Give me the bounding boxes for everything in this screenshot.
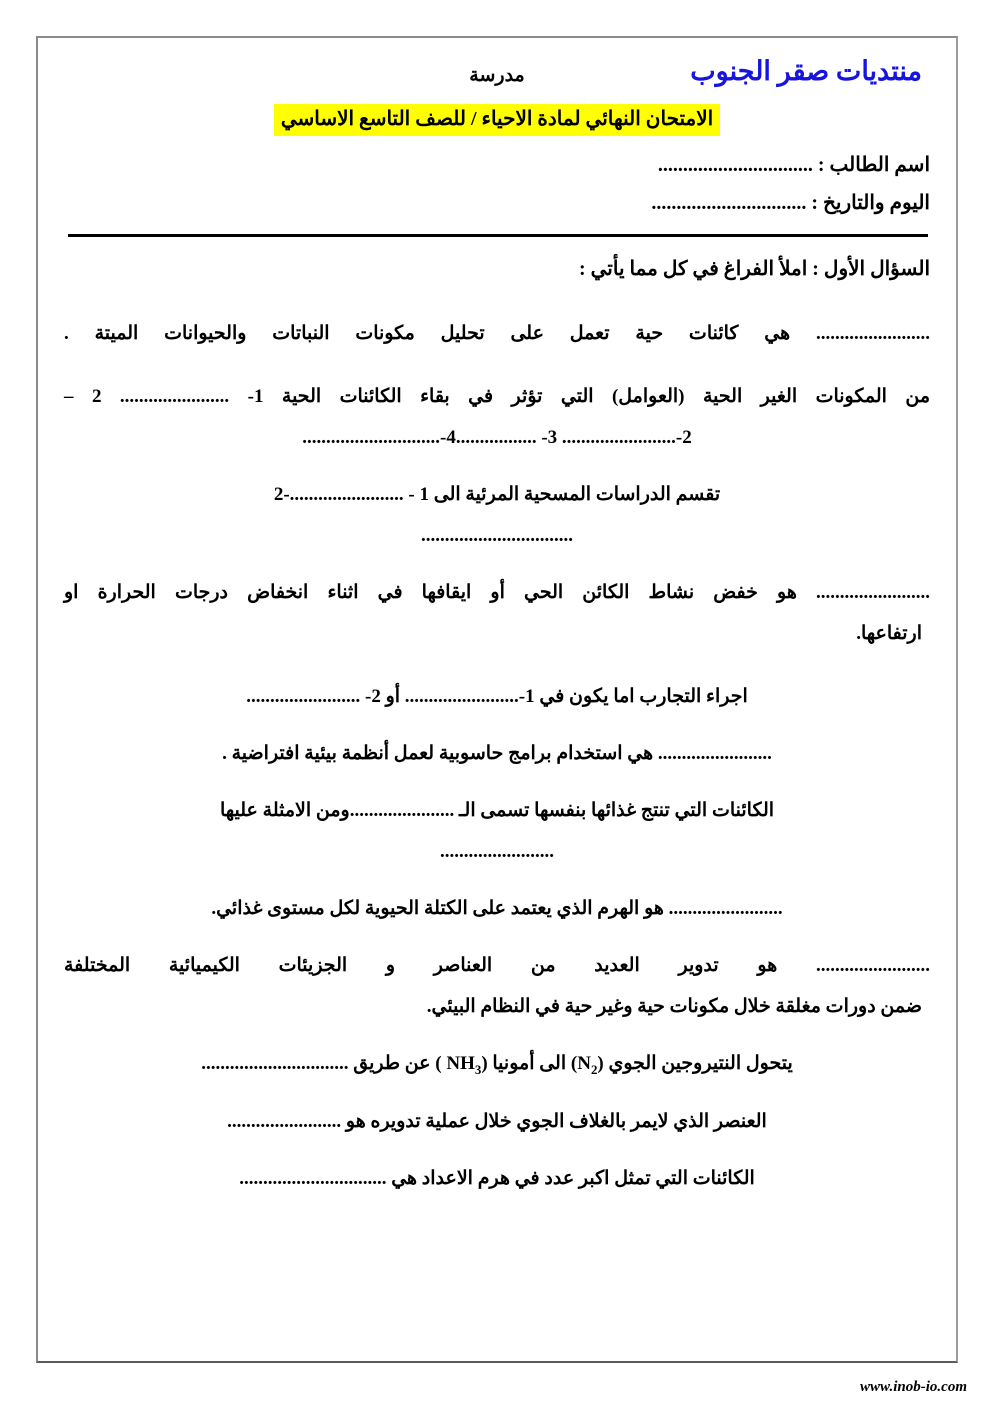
item-experiments	[64, 684, 930, 711]
date-dots[interactable]: ...............................	[651, 192, 807, 214]
school-label: مدرسة	[469, 65, 525, 86]
item-abiotic-factors-sublist	[64, 425, 930, 452]
exam-title-row	[64, 104, 930, 136]
exam-page-frame	[36, 36, 958, 1363]
document-header	[64, 46, 930, 98]
item-survey-studies-continuation-text: ................................	[421, 524, 573, 546]
item-dormancy-text: ........................ هو خفض نشاط الكائن الحي أو ايقافها في اثناء انخفاض درجات الحرارة او	[64, 581, 930, 603]
item-biomass-pyramid	[64, 896, 930, 923]
date-field	[64, 190, 930, 215]
nitrogen-subscript: 2	[590, 1061, 598, 1077]
item-survey-studies	[64, 482, 930, 509]
exam-title: الامتحان النهائي لمادة الاحياء / للصف التاسع الاساسي	[274, 104, 720, 136]
item-producers-numbers-text: الكائنات التي تمثل اكبر عدد في هرم الاعداد هي ...............................	[239, 1167, 755, 1189]
item-dormancy-continuation-text: ارتفاعها.	[856, 622, 922, 644]
item-biogeochemical-cycles	[64, 953, 930, 980]
item-phosphorus-text: العنصر الذي لايمر بالغلاف الجوي خلال عملية تدويره هو ........................	[227, 1110, 767, 1132]
question-one-stem: السؤال الأول : املأ الفراغ في كل مما يأتي :	[578, 258, 930, 280]
item-biomass-pyramid-text: ........................ هو الهرم الذي يعتمد على الكتلة الحيوية لكل مستوى غذائي.	[211, 897, 783, 919]
item-dormancy	[64, 580, 930, 607]
item-nitrogen-fixation-suffix: ) عن طريق ...............................	[201, 1052, 447, 1074]
item-decomposers	[64, 321, 930, 348]
item-nitrogen-fixation-mid: ) الى أمونيا (NH	[446, 1052, 578, 1074]
item-abiotic-factors	[64, 384, 930, 411]
item-nitrogen-fixation-prefix: يتحول النتيروجين الجوي (N	[577, 1052, 793, 1074]
item-simulation-text: ........................ هي استخدام برامج حاسوبية لعمل أنظمة بيئية افتراضية .	[222, 742, 772, 764]
item-abiotic-factors-text: من المكونات الغير الحية (العوامل) التي تؤثر في بقاء الكائنات الحية 1- ....................... 2 –	[64, 385, 930, 407]
item-biogeochemical-cycles-continuation	[64, 994, 930, 1021]
fill-in-blank-items	[64, 321, 930, 1193]
forum-watermark: منتديات صقر الجنوب	[690, 56, 922, 86]
item-autotrophs-text: الكائنات التي تنتج غذائها بنفسها تسمى الـ ......................ومن الامثلة عليها	[219, 799, 775, 821]
item-biogeochemical-cycles-text: ........................ هو تدوير العديد من العناصر و الجزيئات الكيميائية المختلفة	[64, 954, 930, 976]
item-biogeochemical-cycles-continuation-text: ضمن دورات مغلقة خلال مكونات حية وغير حية في النظام البيئي.	[426, 995, 922, 1017]
page-content	[38, 38, 956, 1361]
item-autotrophs	[64, 798, 930, 825]
item-nitrogen-fixation	[64, 1051, 930, 1079]
student-name-dots[interactable]: ...............................	[657, 154, 813, 176]
item-phosphorus	[64, 1109, 930, 1136]
ammonia-subscript: 3	[474, 1061, 482, 1077]
item-experiments-text: اجراء التجارب اما يكون في 1-........................ أو 2- ........................	[246, 685, 748, 707]
student-name-label: اسم الطالب :	[817, 154, 930, 176]
item-decomposers-text: ........................ هي كائنات حية تعمل على تحليل مكونات النباتات والحيوانات الميتة .	[64, 323, 930, 344]
item-autotrophs-continuation	[64, 839, 930, 866]
item-producers-numbers	[64, 1166, 930, 1193]
item-dormancy-continuation	[64, 621, 930, 648]
item-simulation	[64, 741, 930, 768]
site-watermark: www.inob-io.com	[860, 1379, 967, 1395]
student-name-field	[64, 152, 930, 177]
item-abiotic-factors-sublist-text: 2-........................ 3- .................4-.............................	[302, 426, 692, 448]
header-divider	[68, 234, 928, 237]
date-label: اليوم والتاريخ :	[811, 192, 930, 214]
item-autotrophs-continuation-text: ........................	[440, 840, 554, 862]
item-survey-studies-text: تقسم الدراسات المسحية المرئية الى 1 - ........................-2	[273, 483, 721, 505]
item-survey-studies-continuation	[64, 523, 930, 550]
